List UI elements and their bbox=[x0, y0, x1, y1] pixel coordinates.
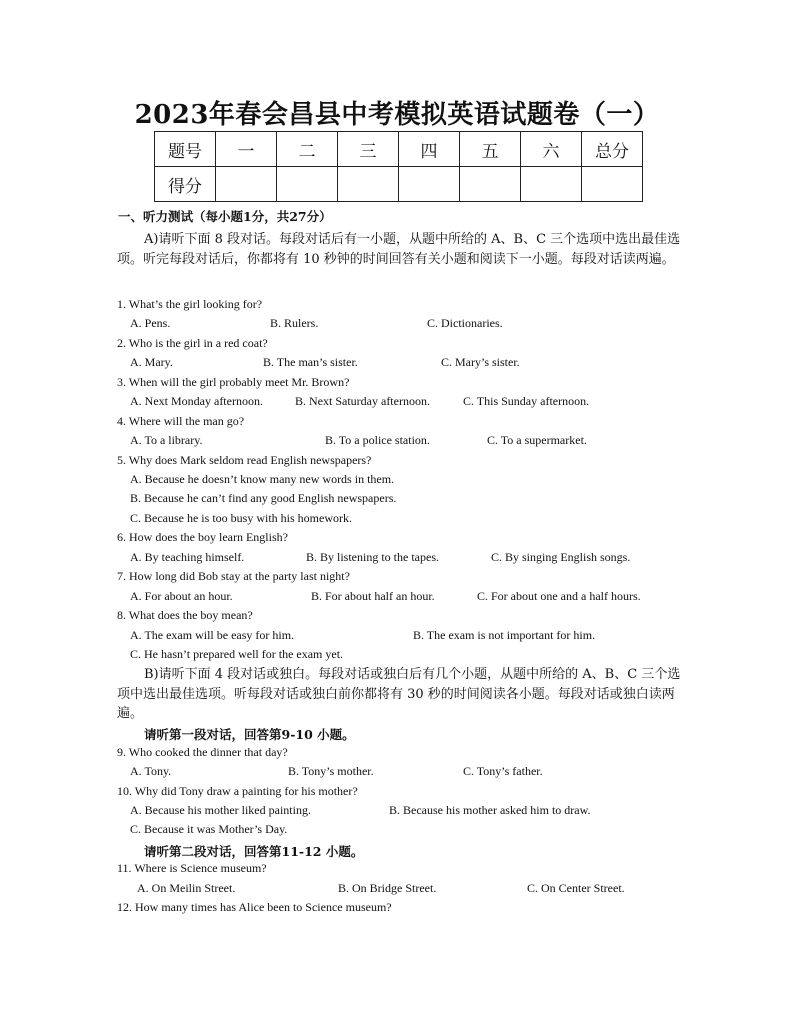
score-header-cell: 一 bbox=[216, 132, 277, 167]
question-4: 4. Where will the man go? bbox=[117, 414, 245, 428]
score-blank-cell bbox=[338, 167, 399, 202]
option-6b: B. By listening to the tapes. bbox=[306, 550, 439, 564]
question-11: 11. Where is Science museum? bbox=[117, 861, 267, 875]
option-11a: A. On Meilin Street. bbox=[137, 881, 236, 895]
option-1c: C. Dictionaries. bbox=[427, 316, 503, 330]
option-2a: A. Mary. bbox=[130, 355, 173, 369]
option-2c: C. Mary’s sister. bbox=[441, 355, 520, 369]
section-heading: 一、听力测试（每小题1分，共27分） bbox=[118, 209, 332, 224]
score-header-cell: 总分 bbox=[582, 132, 643, 167]
option-2b: B. The man’s sister. bbox=[263, 355, 358, 369]
option-10a: A. Because his mother liked painting. bbox=[130, 803, 311, 817]
part-b-instruction: B)请听下面 4 段对话或独白。每段对话或独白后有几个小题，从题中所给的 A、B、C 三个选项中选出最佳选项。听每段对话或独白前你都将有 30 秒的时间阅读各小题。每段对话或独白读两遍。 bbox=[117, 667, 681, 721]
option-5a: A. Because he doesn’t know many new words in them. bbox=[130, 472, 395, 486]
score-header-cell: 五 bbox=[460, 132, 521, 167]
score-blank-cell bbox=[521, 167, 582, 202]
question-5: 5. Why does Mark seldom read English newspapers? bbox=[117, 453, 372, 467]
option-11b: B. On Bridge Street. bbox=[338, 881, 437, 895]
option-8a: A. The exam will be easy for him. bbox=[130, 628, 295, 642]
option-5b: B. Because he can’t find any good English newspapers. bbox=[130, 491, 397, 505]
dialog-2-note: 请听第二段对话，回答第11-12 小题。 bbox=[144, 844, 364, 859]
question-2: 2. Who is the girl in a red coat? bbox=[117, 336, 268, 350]
score-blank-cell bbox=[216, 167, 277, 202]
score-header-cell: 三 bbox=[338, 132, 399, 167]
option-9c: C. Tony’s father. bbox=[463, 764, 543, 778]
question-8: 8. What does the boy mean? bbox=[117, 608, 253, 622]
question-7: 7. How long did Bob stay at the party last night? bbox=[117, 569, 350, 583]
score-blank-cell bbox=[277, 167, 338, 202]
question-6: 6. How does the boy learn English? bbox=[117, 530, 288, 544]
score-header-cell: 四 bbox=[399, 132, 460, 167]
dialog-1-note: 请听第一段对话，回答第9-10 小题。 bbox=[144, 727, 355, 742]
option-1a: A. Pens. bbox=[130, 316, 171, 330]
score-blank-cell bbox=[460, 167, 521, 202]
question-12: 12. How many times has Alice been to Science museum? bbox=[117, 900, 392, 914]
option-7a: A. For about an hour. bbox=[130, 589, 233, 603]
option-8c: C. He hasn’t prepared well for the exam yet. bbox=[130, 647, 344, 661]
option-10b: B. Because his mother asked him to draw. bbox=[389, 803, 591, 817]
option-6c: C. By singing English songs. bbox=[491, 550, 631, 564]
option-1b: B. Rulers. bbox=[270, 316, 319, 330]
option-3c: C. This Sunday afternoon. bbox=[463, 394, 590, 408]
question-9: 9. Who cooked the dinner that day? bbox=[117, 745, 288, 759]
option-6a: A. By teaching himself. bbox=[130, 550, 245, 564]
question-10: 10. Why did Tony draw a painting for his mother? bbox=[117, 784, 358, 798]
option-8b: B. The exam is not important for him. bbox=[413, 628, 596, 642]
option-10c: C. Because it was Mother’s Day. bbox=[130, 822, 288, 836]
exam-title: 2023年春会昌县中考模拟英语试题卷（一） bbox=[134, 100, 660, 130]
score-row-label: 得分 bbox=[155, 167, 216, 202]
option-7c: C. For about one and a half hours. bbox=[477, 589, 641, 603]
question-3: 3. When will the girl probably meet Mr. Brown? bbox=[117, 375, 350, 389]
option-4a: A. To a library. bbox=[130, 433, 203, 447]
score-header-cell: 六 bbox=[521, 132, 582, 167]
option-9a: A. Tony. bbox=[130, 764, 172, 778]
option-4b: B. To a police station. bbox=[325, 433, 430, 447]
option-3a: A. Next Monday afternoon. bbox=[130, 394, 263, 408]
option-4c: C. To a supermarket. bbox=[487, 433, 587, 447]
score-table-header-row bbox=[155, 132, 643, 167]
score-header-cell: 二 bbox=[277, 132, 338, 167]
option-3b: B. Next Saturday afternoon. bbox=[295, 394, 430, 408]
score-table-score-row bbox=[155, 167, 643, 202]
option-9b: B. Tony’s mother. bbox=[288, 764, 374, 778]
option-11c: C. On Center Street. bbox=[527, 881, 625, 895]
score-table bbox=[154, 131, 643, 202]
part-a-instruction: A)请听下面 8 段对话。每段对话后有一小题，从题中所给的 A、B、C 三个选项中选出最佳选项。听完每段对话后，你都将有 10 秒钟的时间回答有关小题和阅读下一小题。每段对话读两遍。 bbox=[117, 232, 681, 267]
question-1: 1. What’s the girl looking for? bbox=[117, 297, 263, 311]
score-blank-cell bbox=[582, 167, 643, 202]
option-7b: B. For about half an hour. bbox=[311, 589, 435, 603]
option-5c: C. Because he is too busy with his homework. bbox=[130, 511, 352, 525]
score-header-cell: 题号 bbox=[155, 132, 216, 167]
score-blank-cell bbox=[399, 167, 460, 202]
